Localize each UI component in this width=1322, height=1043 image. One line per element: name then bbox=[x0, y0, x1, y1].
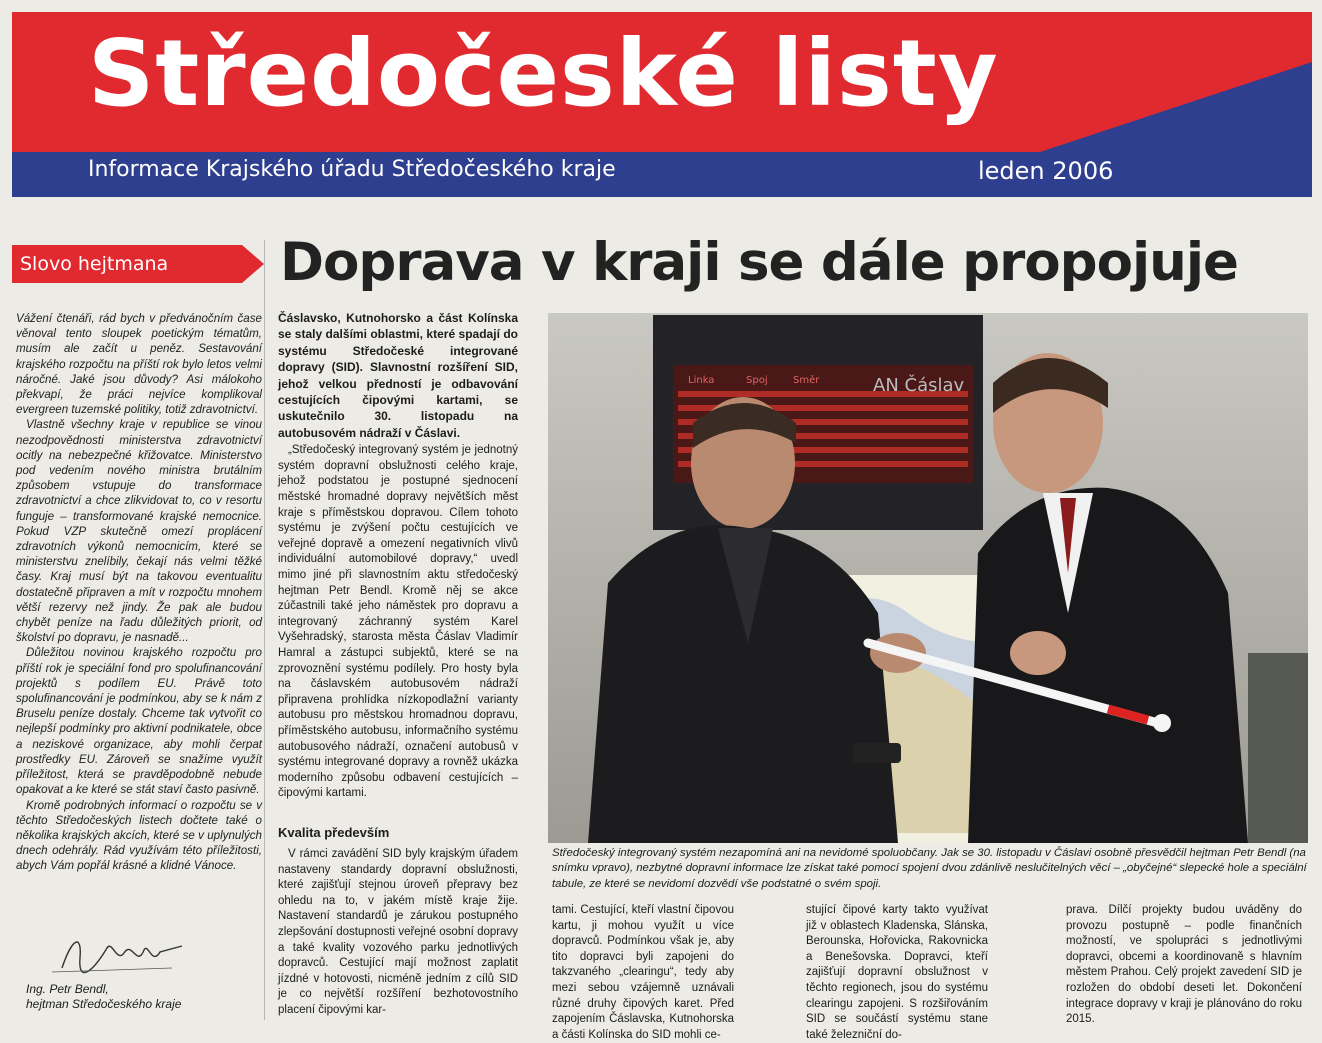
editorial-paragraph: Kromě podrobných informací o rozpočtu se v těchto Středočeských listech dočtete také o několika krajských akcích, které se v uplynulých dnech odehrály. Rád využívám této příležitosti, abych Vám popřál krásné a klidné Vánoce. bbox=[16, 798, 262, 873]
board-header-line: Linka bbox=[688, 375, 715, 386]
bottom-column-1: tami. Cestující, kteří vlastní čipovou kartu, ji mohou využít u více dopravců. Podmínkou však je, aby tito dopravci byli zapojeni do takzvaného „clearingu“, tedy aby mezi sebou vzájemně uznávali různé druhy čipových karet. Před zapojením Čáslavska, Kutnohorska a části Kolínska do SID mohli ce- bbox=[552, 904, 734, 1041]
article-headline: Doprava v kraji se dále propojuje bbox=[280, 232, 1239, 293]
board-header-spoj: Spoj bbox=[746, 375, 768, 386]
masthead-blue-diagonal bbox=[1040, 62, 1312, 152]
masthead bbox=[0, 0, 1322, 205]
editorial-text bbox=[16, 311, 262, 874]
article-photo bbox=[548, 313, 1308, 843]
signer-name: Ing. Petr Bendl, bbox=[26, 982, 109, 996]
editorial-paragraph: Důležitou novinou krajského rozpočtu pro příští rok je speciální fond pro spolufinancování projektů s podílem EU. Právě toto spolufinancování je podmínkou, aby se k nám z Bruselu peníze dostaly. Chceme tak vytvořit co nejlepší podmínky pro aktivní podnikatele, obce a neziskové organizace, aby mohli čerpat prostředky EU. Zároveň se snažíme využít příležitost, která se pravděpodobně nebude opakovat a ke které se stát staví často pasivně. bbox=[16, 646, 262, 797]
signer bbox=[26, 982, 266, 1012]
editorial-paragraph: Vlastně všechny kraje v republice se vinou nezodpovědnosti ministerstva zdravotnictví ocitly na nebezpečné křižovatce. Ministerstvo pod vedením nového ministra brutálním způsobem vstupuje do transformace zdravotnictví a chce zlikvidovat to, co v resortu funguje – transformované krajské nemocnice. Pokud VZP skutečně omezí proplácení zdravotních výkonů nemocnicím, které se ministerstvu znelíbily, čekají nás velmi těžké časy. Kraj musí být na takovou eventualitu dostatečně připraven a mít v rozpočtu mnohem větší rezervy než jindy. Že pak ale budou chybět peníze na řadu důležitých priorit, od školství po dopravu, je nasnadě... bbox=[16, 418, 262, 645]
article-body: „Středočeský integrovaný systém je jednotný systém dopravní obslužnosti celého kraje, jehož podstatou je postupné sjednocení městské hromadné dopravy největších měst kraje s příměstskou dopravou. Cílem tohoto systému je zvýšení počtu cestujících ve veřejné dopravě a omezení negativních vlivů individuální automobilové dopravy,“ uvedl mimo jiné při slavnostním aktu středočeský hejtman Petr Bendl. Kromě něj se akce zúčastnili také jeho náměstek pro dopravu a integrovaný záchranný systém Karel Vyšehradský, starosta města Čáslav Vladimír Hamral a zástupci subjektů, které se na zprovoznění systému podílely. Pro hosty byla na čáslavském autobusovém nádraží připravena prohlídka nízkopodlažní varianty autobusu pro městskou hromadnou dopravu, příměstského autobusu, informačního systému autobusového nádraží, označení autobusů v systému integrované dopravy a rovněž ukázka moderního způsobu odbavení cestujících – čipovými kartami. bbox=[278, 444, 518, 800]
article-subhead: Kvalita především bbox=[278, 825, 390, 840]
photo-caption: Středočeský integrovaný systém nezapomíná ani na nevidomé spoluobčany. Jak se 30. listopadu v Čáslavi osobně přesvědčil hejtman Petr Bendl (na snímku vpravo), nezbytné dopravní informace lze získat také pomocí spojení dvou zdánlivě neslučitelných věcí – „obyčejné“ slepecké hole a speciální tabule, ze které se nevidomí dozvědí vše podstatné o svém spoji. bbox=[552, 847, 1307, 890]
photo-illustration bbox=[548, 313, 1308, 843]
handwritten-signature bbox=[52, 928, 202, 978]
issue-date: leden 2006 bbox=[978, 157, 1114, 185]
bottom-column-3: prava. Dílčí projekty budou uváděny do provozu postupně – podle finančních možností, ve spolupráci s jednotlivými dopravci, obcemi a koordinovaně s hlavním městem Prahou. Celý projekt zavedení SID je rozložen do období deseti let. Dokončení integrace dopravy v kraji je plánováno do roku 2015. bbox=[1066, 904, 1302, 1026]
newspaper-subtitle: Informace Krajského úřadu Středočeského kraje bbox=[88, 157, 616, 182]
article-lead: Čáslavsko, Kutnohorsko a část Kolínska se staly dalšími oblastmi, které spadají do systému Středočeské integrované dopravy (SID). Slavnostní rozšíření SID, jehož velkou předností je odbavování cestujících čipovými kartami, se uskutečnilo 30. listopadu na autobusovém nádraží v Čáslavi. bbox=[278, 311, 518, 440]
newspaper-title: Středočeské listy bbox=[88, 20, 999, 127]
board-station-name: AN Čáslav bbox=[873, 375, 965, 396]
section-tag: Slovo hejtmana bbox=[12, 245, 242, 283]
article-body-column bbox=[278, 310, 518, 802]
editorial-column bbox=[12, 245, 260, 1015]
editorial-paragraph: Vážení čtenáři, rád bych v předvánočním čase věnoval tento sloupek poetickým tématům, musím ale začít u peněz. Sestavování krajského rozpočtu na příští rok bylo letos velmi náročné. Jaké jsou důvody? Asi málokoho překvapí, že práci nejvíce komplikoval evergreen tuzemské politiky, totiž zdravotnictví. bbox=[16, 312, 262, 417]
board-header-smer: Směr bbox=[793, 375, 820, 386]
signer-role: hejtman Středočeského kraje bbox=[26, 997, 182, 1011]
column-divider bbox=[264, 240, 265, 1020]
article-body-continued: V rámci zavádění SID byly krajským úřadem nastaveny standardy dopravní obslužnosti, které zajišťují stejnou úroveň přepravy bez ohledu na to, v jakém místě kraje žije. Nastavení standardů je zárukou postupného zlepšování dostupnosti veřejné osobní dopravy a také kvality vozového parku jednotlivých dopravců. Cestující mají možnost zaplatit jízdné v hotovosti, nicméně jedním z cílů SID je co největší rozšíření bezhotovostního placení čipovými kar- bbox=[278, 848, 518, 1016]
bottom-column-2: stující čipové karty takto využívat již v oblastech Kladenska, Slánska, Berounska, Hořovicka, Rakovnicka a Benešovska. Dopravci, kteří zajišťují dopravní obslužnost v těchto regionech, jsou do systému clearingu zapojeni. S rozšiřováním SID se součástí systému stane také železniční do- bbox=[806, 904, 988, 1041]
